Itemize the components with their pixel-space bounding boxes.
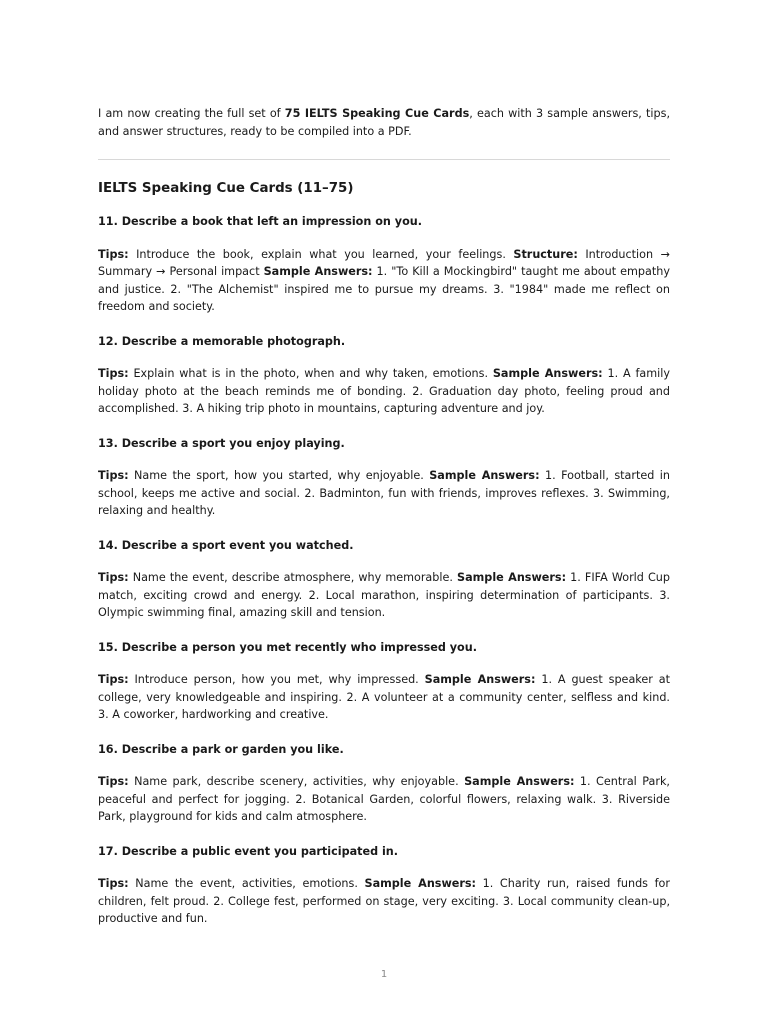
tips-label: Tips: (98, 673, 129, 686)
sample-answers-text: 1. Charity run, raised funds for children, felt proud. 2. College fest, performed on stage, very exciting. 3. Local community clean-up, productive and fun. (98, 877, 670, 925)
tips-text: Introduce person, how you met, why impressed. (128, 673, 425, 686)
cue-card-body (98, 875, 670, 928)
cue-card-body (98, 569, 670, 622)
tips-text: Name park, describe scenery, activities, why enjoyable. (128, 775, 465, 788)
cue-card-body (98, 467, 670, 520)
sample-answers-label: Sample Answers: (492, 367, 603, 380)
cue-card-body (98, 773, 670, 826)
cue-card-body (98, 671, 670, 724)
tips-label: Tips: (98, 877, 129, 890)
sample-answers-text: 1. FIFA World Cup match, exciting crowd and energy. 2. Local marathon, inspiring determination of participants. 3. Olympic swimming final, amazing skill and tension. (98, 571, 670, 619)
tips-text: Name the sport, how you started, why enjoyable. (128, 469, 430, 482)
cue-card-body (98, 365, 670, 418)
sample-answers-text: 1. Central Park, peaceful and perfect for jogging. 2. Botanical Garden, colorful flowers, relaxing walk. 3. Riverside Park, playground for kids and calm atmosphere. (98, 775, 670, 823)
sample-answers-label: Sample Answers: (429, 469, 540, 482)
sample-answers-label: Sample Answers: (457, 571, 567, 584)
cue-card-title: 17. Describe a public event you participated in. (98, 844, 399, 858)
tips-label: Tips: (98, 469, 129, 482)
intro-paragraph (98, 105, 670, 140)
cue-card-title: 13. Describe a sport you enjoy playing. (98, 436, 345, 450)
cue-card-title: 11. Describe a book that left an impression on you. (98, 215, 422, 228)
tips-label: Tips: (98, 247, 129, 261)
sample-answers-text: 1. A guest speaker at college, very knowledgeable and inspiring. 2. A volunteer at a community center, selfless and kind. 3. A coworker, hardworking and creative. (98, 673, 670, 721)
section-title: IELTS Speaking Cue Cards (11–75) (98, 181, 354, 196)
document-page (98, 105, 670, 945)
sample-answers-text: 1. "To Kill a Mockingbird" taught me about empathy and justice. 2. "The Alchemist" inspired me to pursue my dreams. 3. "1984" made me reflect on freedom and society. (98, 265, 670, 313)
sample-answers-label: Sample Answers: (424, 673, 536, 686)
sample-answers-label: Sample Answers: (364, 877, 477, 890)
cue-card-body (98, 246, 670, 316)
tips-label: Tips: (98, 367, 129, 380)
cue-card-title: 15. Describe a person you met recently who impressed you. (98, 640, 477, 654)
tips-label: Tips: (98, 775, 129, 788)
cue-card-title: 14. Describe a sport event you watched. (98, 538, 354, 552)
page-number: 1 (380, 969, 388, 980)
structure-text: Introduction → Summary → Personal impact (98, 247, 671, 278)
tips-text: Explain what is in the photo, when and why taken, emotions. (128, 367, 493, 380)
section-divider (98, 159, 670, 160)
cue-card-title: 16. Describe a park or garden you like. (98, 742, 344, 756)
structure-label: Structure: (513, 247, 578, 261)
intro-text-end: , each with 3 sample answers, tips, and answer structures, ready to be compiled into a PDF. (98, 107, 670, 138)
intro-text: I am now creating the full set of (98, 107, 285, 120)
sample-answers-label: Sample Answers: (464, 775, 575, 788)
tips-text: Name the event, activities, emotions. (128, 877, 365, 890)
sample-answers-text: 1. A family holiday photo at the beach reminds me of bonding. 2. Graduation day photo, feeling proud and accomplished. 3. A hiking trip photo in mountains, capturing adventure and joy. (98, 367, 670, 415)
intro-bold-title: 75 IELTS Speaking Cue Cards (284, 107, 470, 120)
sample-answers-text: 1. Football, started in school, keeps me active and social. 2. Badminton, fun with friends, improves reflexes. 3. Swimming, relaxing and healthy. (98, 469, 670, 517)
tips-label: Tips: (98, 571, 129, 584)
sample-answers-label: Sample Answers: (263, 265, 373, 278)
tips-text: Introduce the book, explain what you learned, your feelings. (128, 247, 514, 261)
cue-card-title: 12. Describe a memorable photograph. (98, 334, 346, 348)
tips-text: Name the event, describe atmosphere, why memorable. (128, 571, 458, 584)
